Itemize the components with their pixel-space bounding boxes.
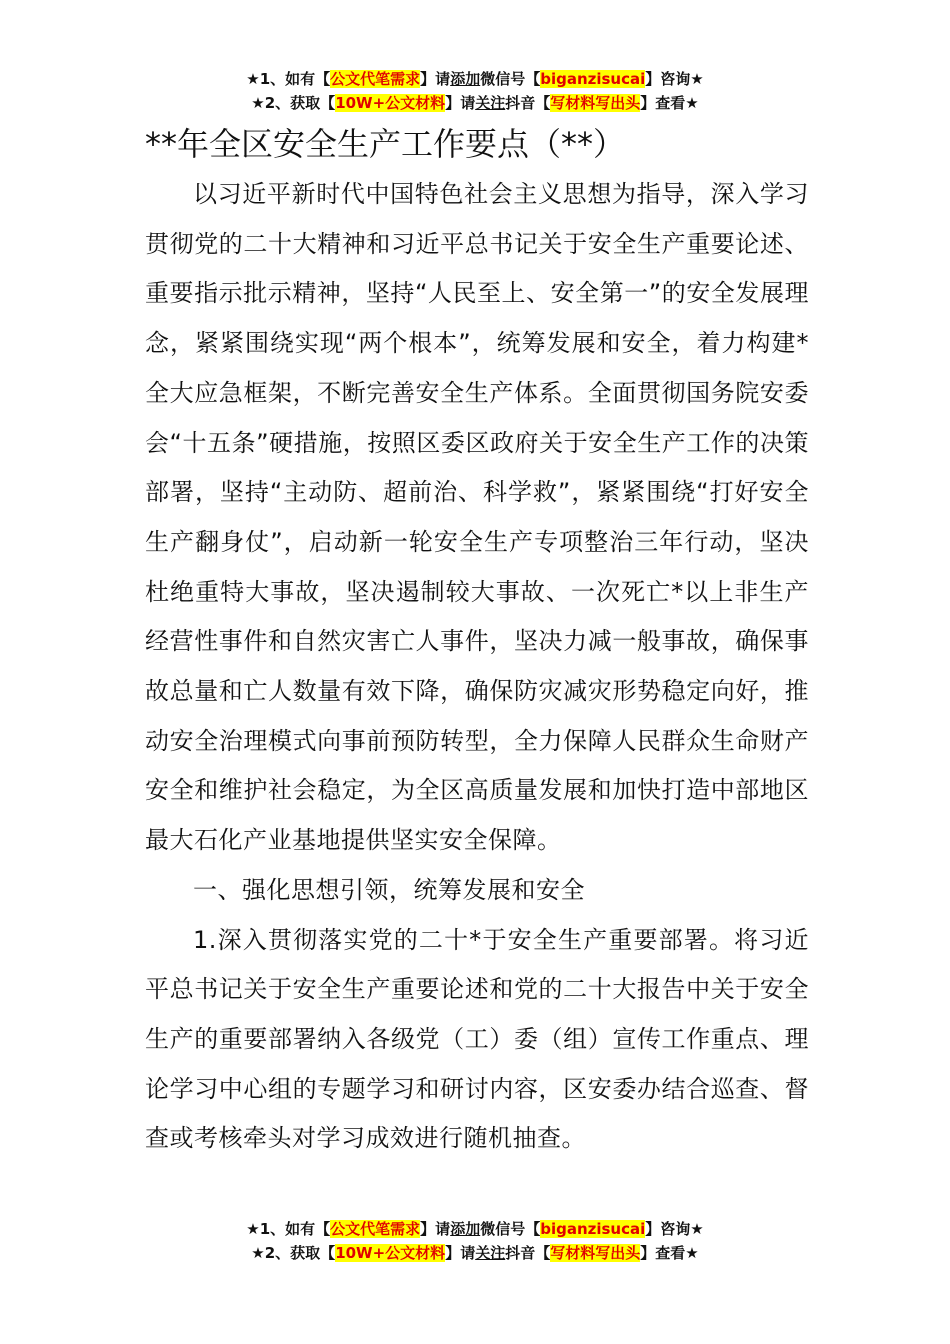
promo-add-underlined: 添加 <box>450 1220 481 1238</box>
intro-paragraph: 以习近平新时代中国特色社会主义思想为指导，深入学习贯彻党的二十大精神和习近平总书记关于安全生产重要论述、重要指示批示精神，坚持“人民至上、安全第一”的安全发展理念，紧紧围绕实现“两个根本”，统筹发展和安全，着力构建*全大应急框架，不断完善安全生产体系。全面贯彻国务院安委会“十五条”硬措施，按照区委区政府关于安全生产工作的决策部署，坚持“主动防、超前治、科学救”，紧紧围绕“打好安全生产翻身仗”，启动新一轮安全生产专项整治三年行动，坚决杜绝重特大事故，坚决遏制较大事故、一次死亡*以上非生产经营性事件和自然灾害亡人事件，坚决力减一般事故，确保事故总量和亡人数量有效下降，确保防灾减灾形势稳定向好，推动安全治理模式向事前预防转型，全力保障人民群众生命财产安全和维护社会稳定，为全区高质量发展和加快打造中部地区最大石化产业基地提供坚实安全保障。 <box>145 180 809 855</box>
document-body <box>145 170 809 1164</box>
item-paragraph: 1.深入贯彻落实党的二十*于安全生产重要部署。将习近平总书记关于安全生产重要论述和党的二十大报告中关于安全生产的重要部署纳入各级党（工）委（组）宣传工作重点、理论学习中心组的专题学习和研讨内容，区安委办结合巡查、督查或考核牵头对学习成效进行随机抽查。 <box>145 925 809 1153</box>
promo-line-2-middle-2: 抖音【 <box>505 94 551 112</box>
promo-wechat-id: biganzisucai <box>540 70 646 88</box>
promo-banner-top <box>0 68 950 116</box>
promo-line-2 <box>0 92 950 116</box>
section-heading: 一、强化思想引领，统筹发展和安全 <box>193 875 585 904</box>
promo-wechat-id: biganzisucai <box>540 1220 646 1238</box>
promo-line-2 <box>0 1242 950 1266</box>
promo-service-highlight: 公文代笔需求 <box>330 1220 421 1238</box>
promo-follow-underlined: 关注 <box>475 94 506 112</box>
promo-materials-highlight: 10W+公文材料 <box>335 94 446 112</box>
promo-line-1-prefix: ★1、如有【 <box>246 70 331 88</box>
promo-line-1-prefix: ★1、如有【 <box>246 1220 331 1238</box>
promo-line-1 <box>0 68 950 92</box>
promo-line-2-suffix: 】查看★ <box>640 1244 699 1262</box>
promo-line-1-middle: 】请 <box>420 1220 451 1238</box>
promo-line-2-middle: 】请 <box>445 1244 476 1262</box>
promo-line-2-middle-2: 抖音【 <box>505 1244 551 1262</box>
promo-line-1-middle: 】请 <box>420 70 451 88</box>
promo-line-1 <box>0 1218 950 1242</box>
document-title: **年全区安全生产工作要点（**） <box>145 125 626 163</box>
promo-line-2-suffix: 】查看★ <box>640 94 699 112</box>
promo-line-1-middle-2: 微信号【 <box>480 70 541 88</box>
promo-service-highlight: 公文代笔需求 <box>330 70 421 88</box>
promo-follow-underlined: 关注 <box>475 1244 506 1262</box>
promo-line-1-middle-2: 微信号【 <box>480 1220 541 1238</box>
promo-line-2-prefix: ★2、获取【 <box>251 1244 336 1262</box>
promo-line-2-prefix: ★2、获取【 <box>251 94 336 112</box>
promo-line-2-middle: 】请 <box>445 94 476 112</box>
promo-materials-highlight: 10W+公文材料 <box>335 1244 446 1262</box>
promo-line-1-suffix: 】咨询★ <box>645 70 704 88</box>
promo-line-1-suffix: 】咨询★ <box>645 1220 704 1238</box>
promo-add-underlined: 添加 <box>450 70 481 88</box>
promo-douyin-id: 写材料写出头 <box>550 1244 641 1262</box>
promo-banner-bottom <box>0 1218 950 1266</box>
promo-douyin-id: 写材料写出头 <box>550 94 641 112</box>
